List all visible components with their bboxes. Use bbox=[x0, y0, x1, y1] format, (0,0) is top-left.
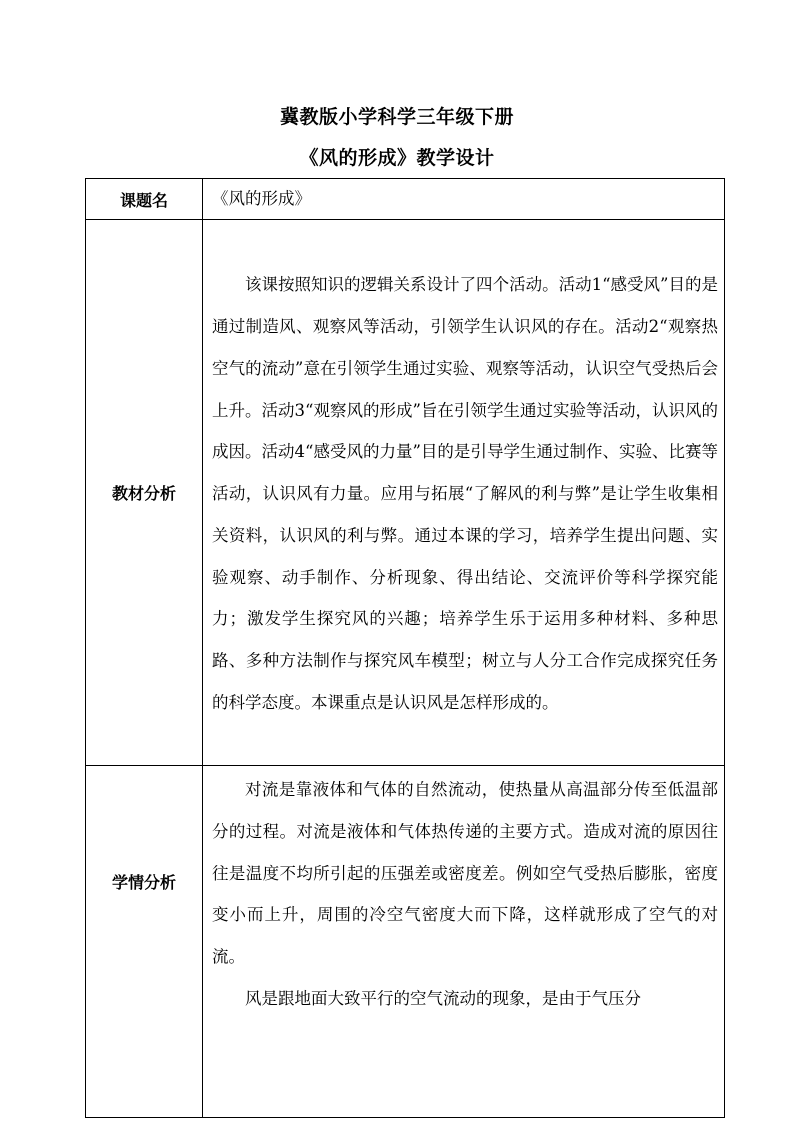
row-label-lesson-title: 课题名 bbox=[86, 179, 203, 220]
document-subtitle: 《风的形成》教学设计 bbox=[299, 147, 495, 169]
lesson-design-table bbox=[85, 178, 725, 1118]
document-title: 冀教版小学科学三年级下册 bbox=[279, 106, 514, 128]
student-analysis-cell bbox=[203, 766, 725, 1118]
material-analysis-cell bbox=[203, 220, 725, 766]
lesson-title-cell bbox=[203, 179, 725, 220]
lesson-title-text: 《风的形成》 bbox=[212, 189, 311, 208]
student-analysis-paragraph-1: 对流是靠液体和气体的自然流动，使热量从高温部分传至低温部分的过程。对流是液体和气体热传递的主要方式。造成对流的原因往往是温度不均所引起的压强差或密度差。例如空气受热后膨胀，密度变小而上升，周围的冷空气密度大而下降，这样就形成了空气的对流。 bbox=[212, 780, 718, 967]
row-label-material-analysis: 教材分析 bbox=[86, 220, 203, 766]
student-analysis-paragraph-2: 风是跟地面大致平行的空气流动的现象，是由于气压分 bbox=[245, 988, 641, 1008]
student-analysis-content bbox=[212, 769, 718, 1016]
table-row-lesson-title bbox=[86, 179, 725, 220]
table-row-student-analysis bbox=[86, 766, 725, 1118]
material-analysis-paragraph: 该课按照知识的逻辑关系设计了四个活动。活动1“感受风”目的是通过制造风、观察风等活动，引领学生认识风的存在。活动2“观察热空气的流动”意在引领学生通过实验、观察等活动，认识空气受热后会上升。活动3“观察风的形成”旨在引领学生通过实验等活动，认识风的成因。活动4“感受风的力量”目的是引导学生通过制作、实验、比赛等活动，认识风有力量。应用与拓展“了解风的利与弊”是让学生收集相关资料，认识风的利与弊。通过本课的学习，培养学生提出问题、实验观察、动手制作、分析现象、得出结论、交流评价等科学探究能力；激发学生探究风的兴趣；培养学生乐于运用多种材料、多种思路、多种方法制作与探究风车模型；树立与人分工合作完成探究任务的科学态度。本课重点是认识风是怎样形成的。 bbox=[212, 275, 718, 713]
table-row-material-analysis bbox=[86, 220, 725, 766]
row-label-student-analysis: 学情分析 bbox=[86, 766, 203, 1118]
